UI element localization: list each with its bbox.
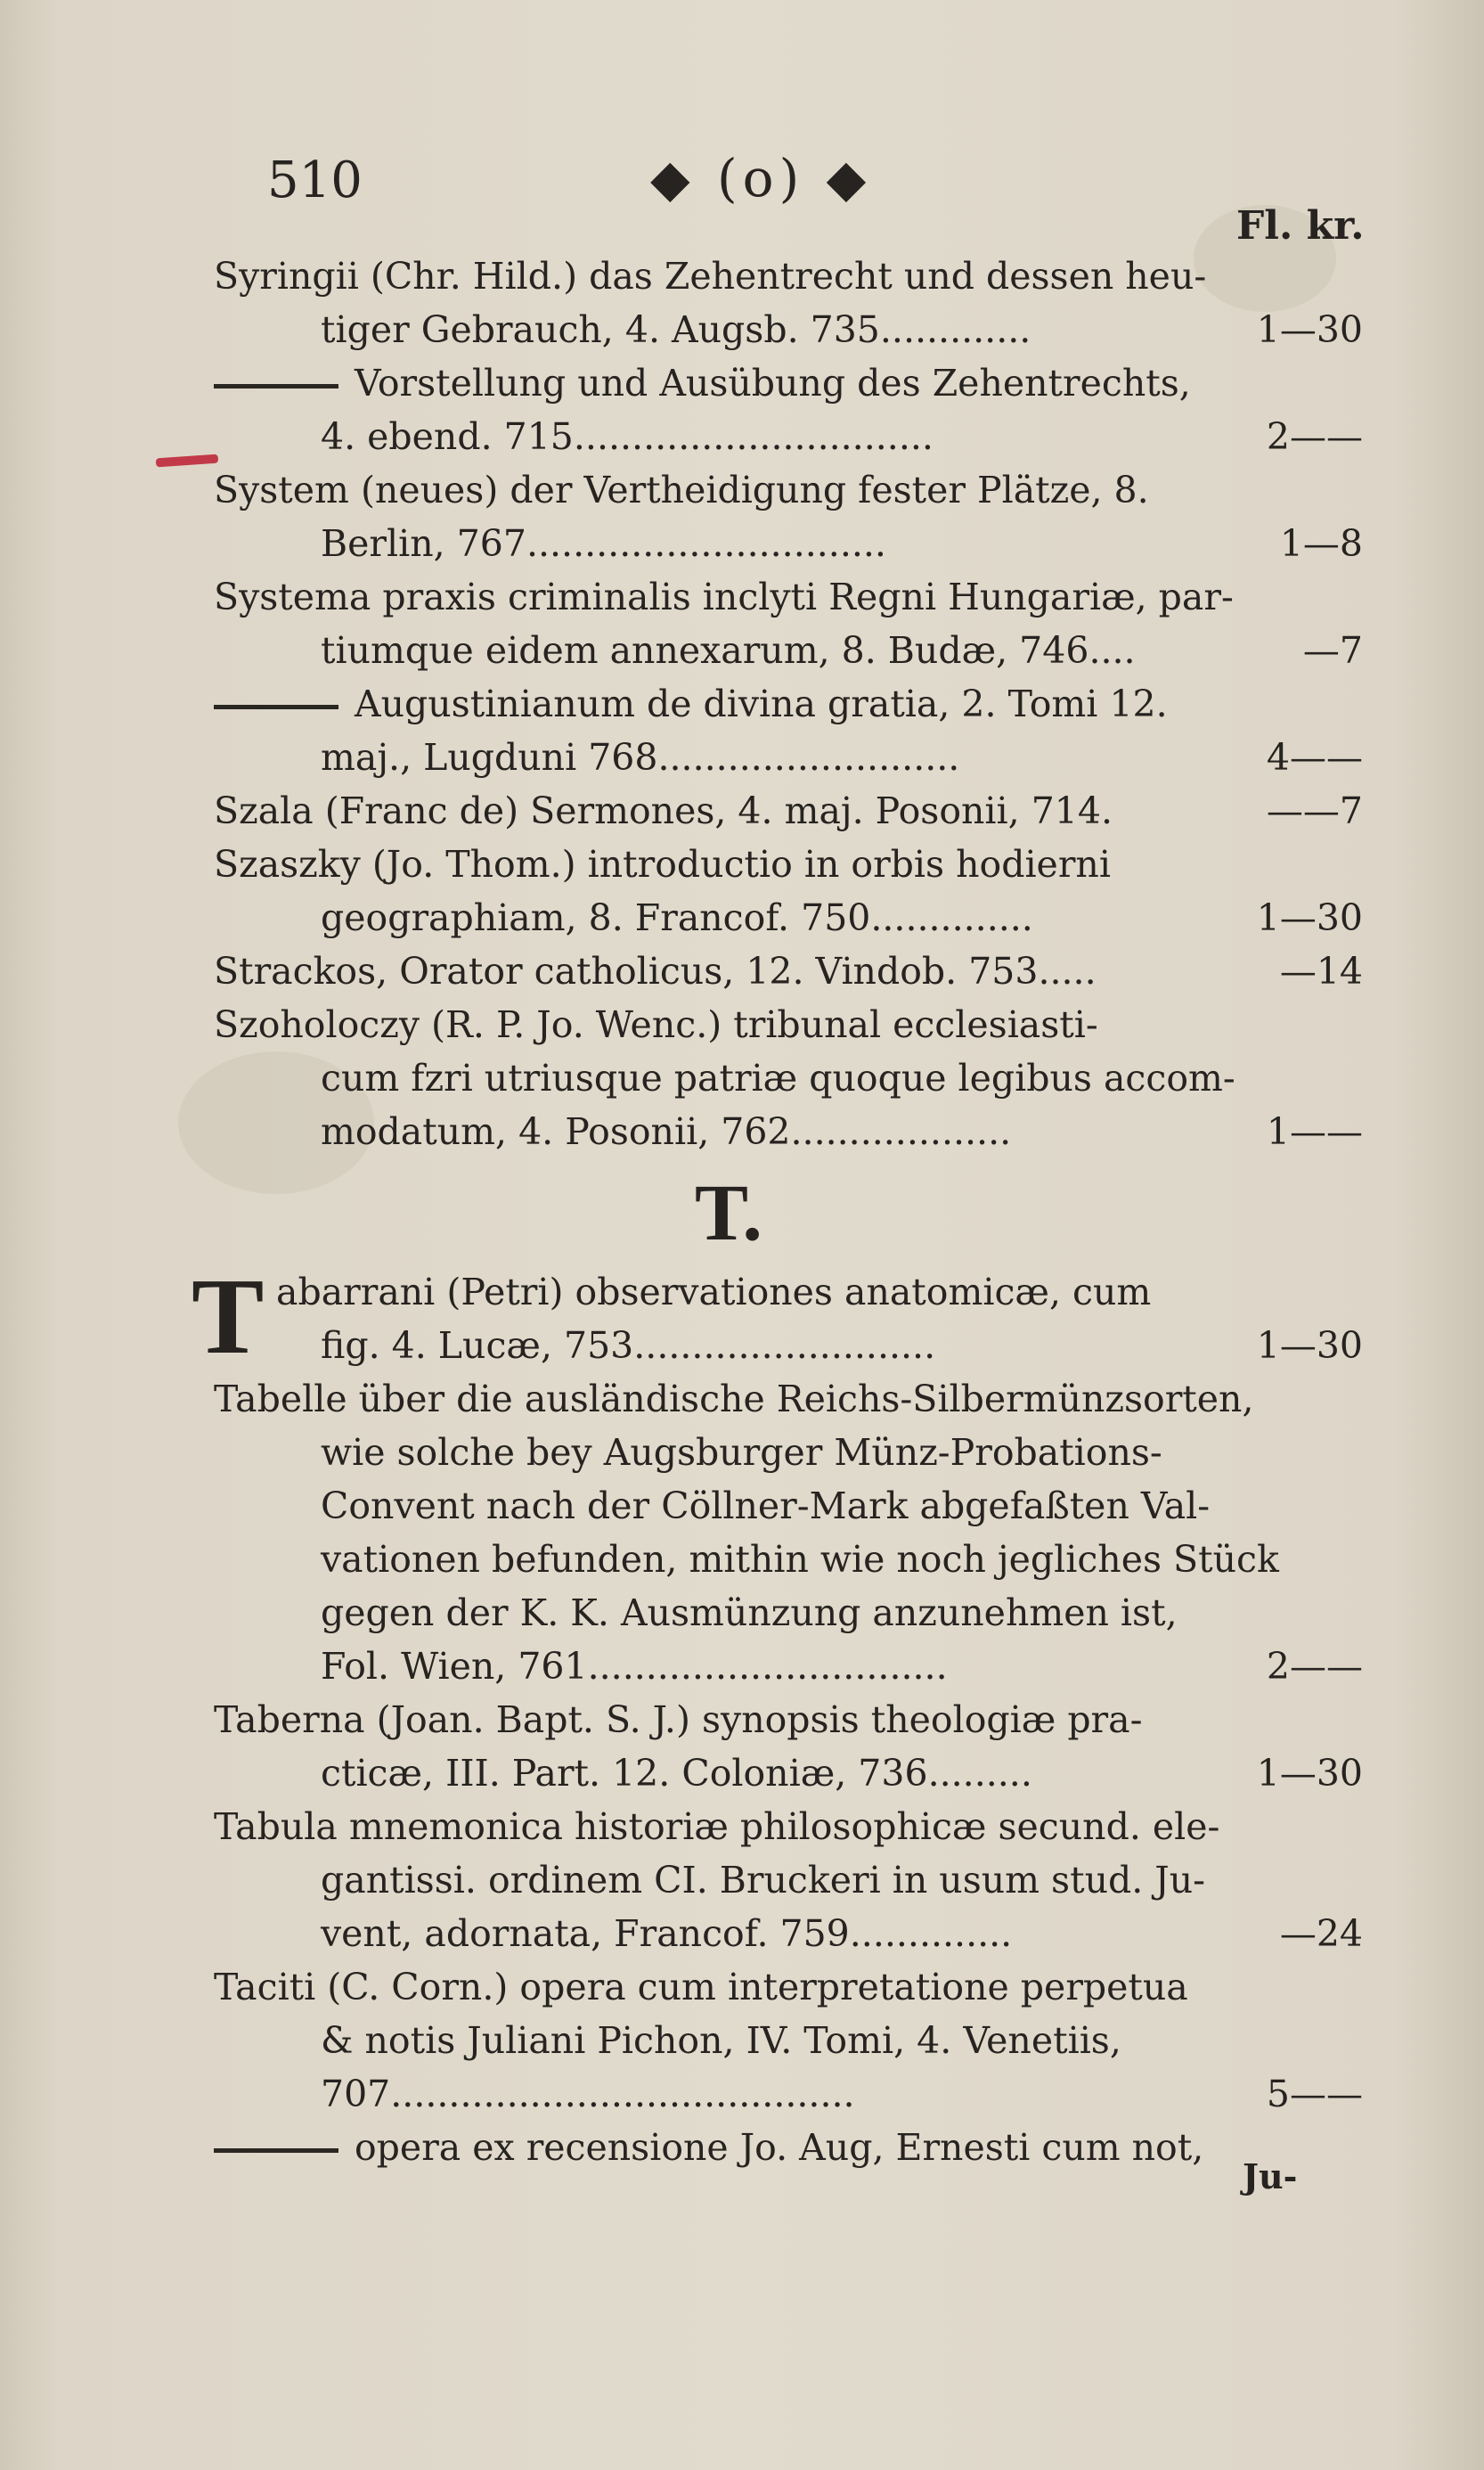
entry-text: System (neues) der Vertheidigung fester Plätze, 8. — [214, 469, 1149, 511]
entry-line — [214, 1800, 1363, 1853]
entry-text: Szala (Franc de) Sermones, 4. maj. Posonii, 714. — [214, 789, 1113, 832]
entry-text: Fol. Wien, 761............................... — [321, 1645, 948, 1688]
ditto-dash — [214, 384, 338, 388]
entry-text: Tabula mnemonica historiæ philosophicæ secund. ele- — [214, 1805, 1220, 1848]
entry-line — [214, 1105, 1363, 1158]
entry-price: —14 — [1279, 950, 1363, 993]
entry-list-t — [192, 1256, 1363, 2174]
entry-text: tiumque eidem annexarum, 8. Budæ, 746.... — [321, 629, 1136, 672]
red-ink-mark — [156, 454, 219, 468]
header-ornament: ◆ (o) ◆ — [650, 148, 872, 209]
entry-text: geographiam, 8. Francof. 750.............. — [321, 896, 1033, 939]
ditto-dash — [214, 2148, 338, 2153]
entry-text: Berlin, 767............................... — [321, 522, 886, 565]
entry-line — [214, 517, 1363, 570]
entry-line — [214, 1051, 1363, 1105]
entry-price: 1—30 — [1256, 896, 1363, 939]
entry-line — [214, 2121, 1363, 2174]
ditto-dash — [214, 705, 338, 709]
entry-text: Vorstellung und Ausübung des Zehentrechts, — [355, 362, 1191, 405]
entry-text: gantissi. ordinem CI. Bruckeri in usum stud. Ju- — [321, 1859, 1205, 1902]
entry-price: 4—— — [1266, 736, 1363, 779]
catalog-entry — [214, 1960, 1363, 2121]
catalog-entry — [214, 784, 1363, 838]
entry-text: opera ex recensione Jo. Aug, Ernesti cum not, — [355, 2126, 1204, 2169]
catalog-entry — [214, 570, 1363, 677]
entry-line — [214, 1640, 1363, 1693]
entry-price: 1—30 — [1256, 308, 1363, 351]
entry-line — [214, 784, 1363, 838]
entry-text: vent, adornata, Francof. 759.............. — [321, 1912, 1013, 1955]
entry-line — [214, 249, 1363, 303]
entry-price: 1—30 — [1256, 1752, 1363, 1795]
entry-line — [214, 1853, 1363, 1907]
entry-text: Augustinianum de divina gratia, 2. Tomi 12. — [355, 683, 1168, 725]
entry-text: cticæ, III. Part. 12. Coloniæ, 736......... — [321, 1752, 1032, 1795]
catalog-entry — [214, 838, 1363, 945]
catalog-entry — [214, 2121, 1363, 2174]
entry-text: Szaszky (Jo. Thom.) introductio in orbis hodierni — [214, 843, 1111, 886]
entry-text: 707........................................ — [321, 2073, 855, 2115]
catalog-entry — [214, 356, 1363, 463]
entry-text: Taberna (Joan. Bapt. S. J.) synopsis theologiæ pra- — [214, 1698, 1143, 1741]
entry-price: 5—— — [1266, 2073, 1363, 2115]
entry-line — [214, 677, 1363, 731]
entry-text: wie solche bey Augsburger Münz-Probations- — [321, 1431, 1162, 1474]
entry-line — [214, 1479, 1363, 1533]
page-header — [267, 134, 1247, 214]
entry-text: Tabelle über die ausländische Reichs-Silbermünzsorten, — [214, 1378, 1254, 1420]
entry-line — [214, 2067, 1363, 2121]
entry-price: ——7 — [1266, 789, 1363, 832]
entry-text: gegen der K. K. Ausmünzung anzunehmen ist, — [321, 1591, 1178, 1634]
entry-line — [214, 463, 1363, 517]
catalog-entry — [214, 249, 1363, 356]
entry-price: 2—— — [1266, 415, 1363, 458]
entry-price: —24 — [1279, 1912, 1363, 1955]
catalog-entry — [214, 1800, 1363, 1960]
entry-line — [214, 1693, 1363, 1746]
entry-line — [214, 998, 1363, 1051]
entry-line — [214, 1319, 1363, 1372]
entry-text: tiger Gebrauch, 4. Augsb. 735............. — [321, 308, 1031, 351]
entry-line — [214, 624, 1363, 677]
entry-line — [214, 731, 1363, 784]
entry-line — [214, 1907, 1363, 1960]
entry-line — [214, 891, 1363, 945]
entry-text: & notis Juliani Pichon, IV. Tomi, 4. Venetiis, — [321, 2019, 1121, 2062]
entry-list-s — [214, 249, 1363, 1158]
entry-text: fig. 4. Lucæ, 753.......................... — [321, 1324, 936, 1367]
entry-text: Szoholoczy (R. P. Jo. Wenc.) tribunal ecclesiasti- — [214, 1003, 1098, 1046]
entry-price: 1—— — [1266, 1110, 1363, 1153]
drop-cap: T — [192, 1256, 265, 1377]
catalog-entry — [214, 1693, 1363, 1800]
catchword: Ju- — [1243, 2156, 1298, 2196]
entry-text: Taciti (C. Corn.) opera cum interpretatione perpetua — [214, 1966, 1188, 2008]
catalog-entry — [214, 998, 1363, 1158]
entry-text: cum fzri utriusque patriæ quoque legibus accom- — [321, 1057, 1235, 1100]
entry-text: maj., Lugduni 768.......................... — [321, 736, 960, 779]
entry-line — [214, 410, 1363, 463]
entry-line — [214, 1746, 1363, 1800]
catalog-entry — [214, 945, 1363, 998]
entry-line — [214, 1426, 1363, 1479]
entry-text: 4. ebend. 715............................... — [321, 415, 934, 458]
entry-line — [214, 838, 1363, 891]
entry-line — [214, 1960, 1363, 2014]
entry-line — [214, 1372, 1363, 1426]
catalog-entry — [214, 677, 1363, 784]
column-heading: Fl. kr. — [1236, 203, 1365, 249]
entry-text: Syringii (Chr. Hild.) das Zehentrecht und dessen heu- — [214, 255, 1207, 298]
entry-line — [214, 356, 1363, 410]
entry-text: vationen befunden, mithin wie noch jegliches Stück — [321, 1538, 1279, 1581]
catalog-entry — [192, 1256, 1363, 1377]
entry-price: 1—8 — [1279, 522, 1363, 565]
entry-line — [214, 2014, 1363, 2067]
entry-text: Strackos, Orator catholicus, 12. Vindob. 753..... — [214, 950, 1097, 993]
section-letter: T. — [695, 1169, 762, 1257]
entry-line — [214, 1586, 1363, 1640]
entry-text: Systema praxis criminalis inclyti Regni Hungariæ, par- — [214, 576, 1234, 618]
entry-text: abarrani (Petri) observationes anatomicæ, cum — [276, 1271, 1152, 1313]
entry-line — [214, 570, 1363, 624]
entry-line — [214, 1533, 1363, 1586]
entry-price: —7 — [1302, 629, 1363, 672]
catalog-entry — [214, 1372, 1363, 1693]
catalog-entry — [214, 463, 1363, 570]
entry-text: Convent nach der Cöllner-Mark abgefaßten Val- — [321, 1484, 1211, 1527]
entry-line — [214, 303, 1363, 356]
page-number: 510 — [267, 151, 363, 209]
entry-price: 1—30 — [1256, 1324, 1363, 1367]
entry-price: 2—— — [1266, 1645, 1363, 1688]
entry-text: modatum, 4. Posonii, 762................... — [321, 1110, 1012, 1153]
entry-line — [214, 945, 1363, 998]
